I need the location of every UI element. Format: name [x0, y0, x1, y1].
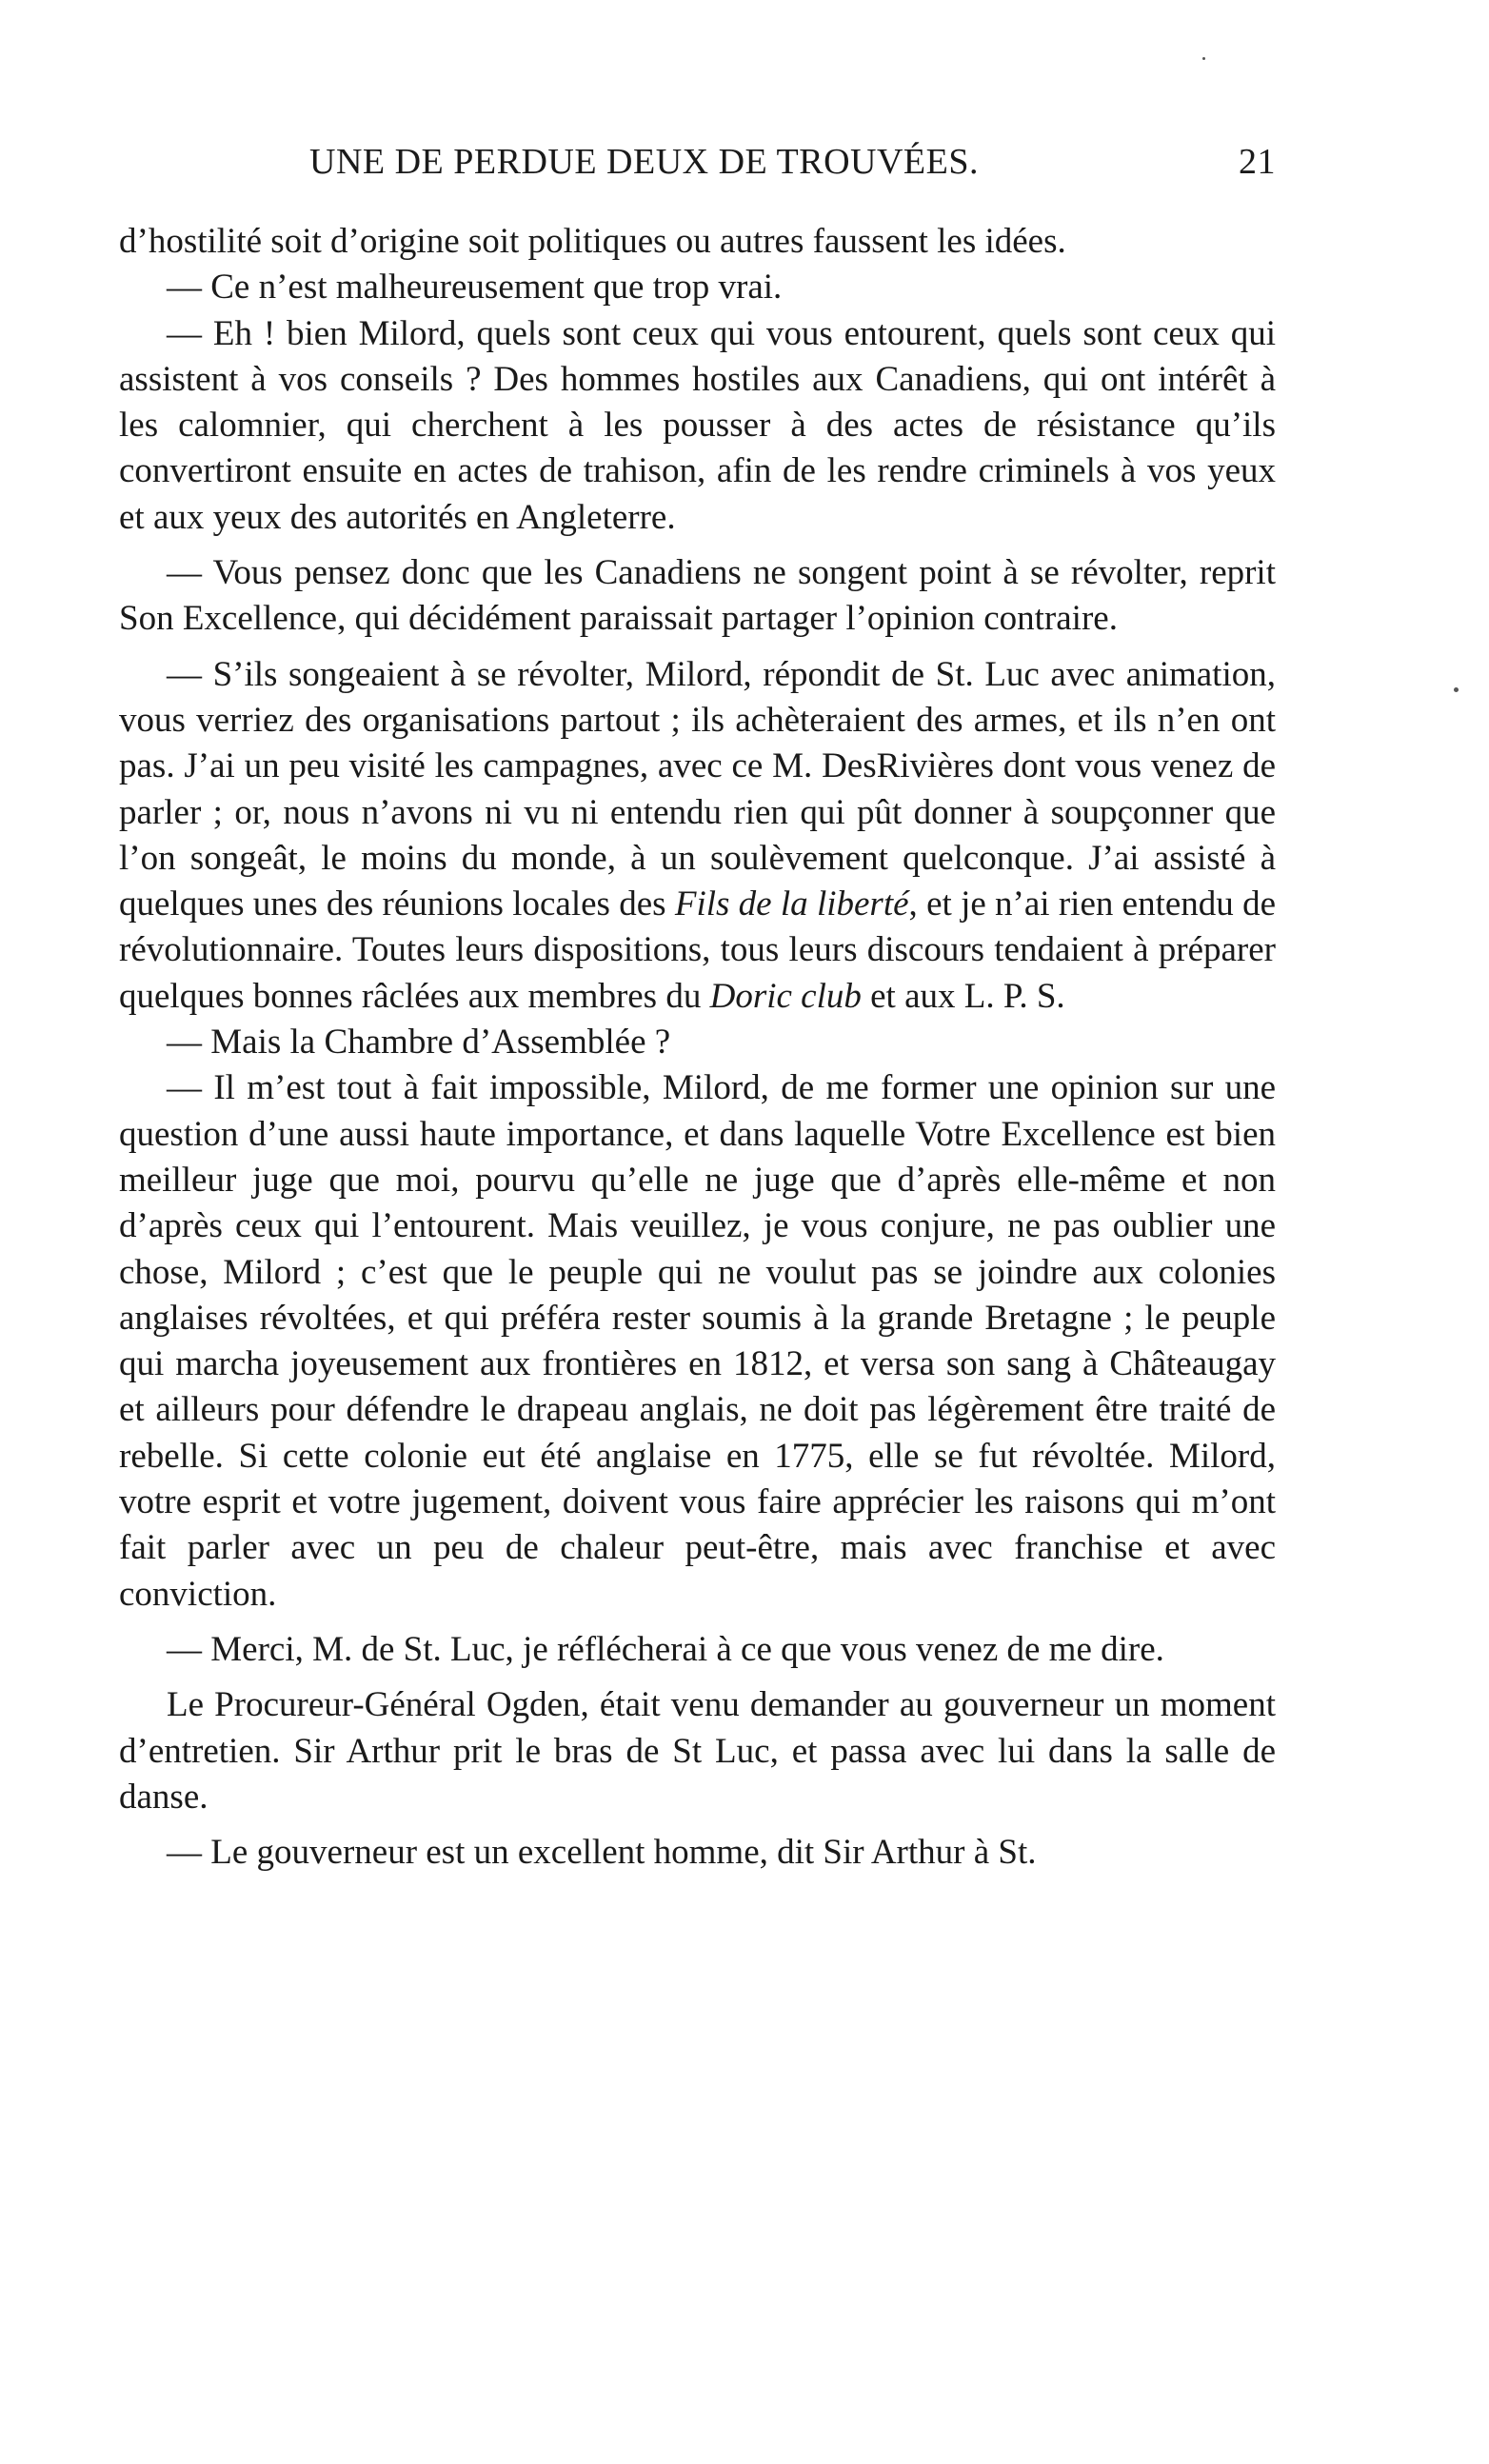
page-header [119, 141, 1276, 190]
paragraph: — Mais la Chambre d’Assemblée ? [167, 1023, 671, 1063]
text-run: et aux L. P. S. [861, 976, 1065, 1016]
paragraph: — Eh ! bien Milord, quels sont ceux qui vous entourent, quels sont ceux qui assistent à vos conseils ? Des hommes hostiles aux Canadiens, qui ont intérêt à les calomnier, qui cherchent à les pousser à des actes de résistance qu’ils convertiront ensuite en actes de trahison, afin de les rendre criminels à vos yeux et aux yeux des autorités en Angleterre. [119, 313, 1276, 537]
italic-title: Doric club [709, 976, 862, 1016]
paper-speck [1454, 687, 1459, 692]
paragraph: — Il m’est tout à fait impossible, Milord, de me former une opinion sur une question d’une aussi haute importance, et dans laquelle Votre Excellence est bien meilleur juge que moi, pourvu qu’elle ne juge que d’après elle-même et non d’après ceux qui l’entourent. Mais veuillez, je vous conjure, ne pas oublier une chose, Milord ; c’est que le peuple qui ne voulut pas se joindre aux colonies anglaises révoltées, et qui préféra rester soumis à la grande Bretagne ; le peuple qui marcha joyeusement aux frontières en 1812, et versa son sang à Châteaugay et ailleurs pour défendre le drapeau anglais, ne doit pas légèrement être traité de rebelle. Si cette colonie eut été anglaise en 1775, elle se fut révoltée. Milord, votre esprit et votre jugement, doivent vous faire apprécier les raisons qui m’ont fait parler avec un peu de chaleur peut-être, mais avec franchise et avec conviction. [119, 1068, 1276, 1614]
text-run: , et je n’ai rien entendu de révolutionnaire. Toutes leurs dispositions, tous leurs discours tendaient à préparer quelques bonnes râclées aux membres du [119, 884, 1276, 1016]
paragraph: — Ce n’est malheureusement que trop vrai. [167, 268, 783, 308]
text-run: — S’ils songeaient à se révolter, Milord, répondit de St. Luc avec animation, vous verriez des organisations partout ; ils achèteraient des armes, et ils n’en ont pas. J’ai un peu visité les campagnes, avec ce M. DesRivières dont vous venez de parler ; or, nous n’avons ni vu ni entendu rien qui pût donner à soupçonner que l’on songeât, le moins du monde, à un soulèvement quelconque. J’ai assisté à quelques unes des réunions locales des [119, 654, 1276, 924]
paragraph: — Vous pensez donc que les Canadiens ne songent point à se révolter, reprit Son Excellence, qui décidément paraissait partager l’opinion contraire. [119, 553, 1276, 639]
paragraph: — Merci, M. de St. Luc, je réflécherai à ce que vous venez de me dire. [167, 1629, 1164, 1669]
paragraph [119, 652, 1276, 1020]
paragraph: — Le gouverneur est un excellent homme, dit Sir Arthur à St. [167, 1833, 1037, 1873]
italic-title: Fils de la liberté [674, 884, 909, 924]
paragraph-continuation: d’hostilité soit d’origine soit politiques ou autres faussent les idées. [119, 222, 1066, 261]
paragraph: Le Procureur-Général Ogden, était venu demander au gouverneur un moment d’entretien. Sir Arthur prit le bras de St Luc, et passa avec lui dans la salle de danse. [119, 1685, 1276, 1817]
page-number: 21 [1239, 142, 1276, 182]
running-title: UNE DE PERDUE DEUX DE TROUVÉES. [309, 142, 979, 182]
paper-speck [1202, 57, 1205, 60]
body-text [119, 219, 1276, 1876]
